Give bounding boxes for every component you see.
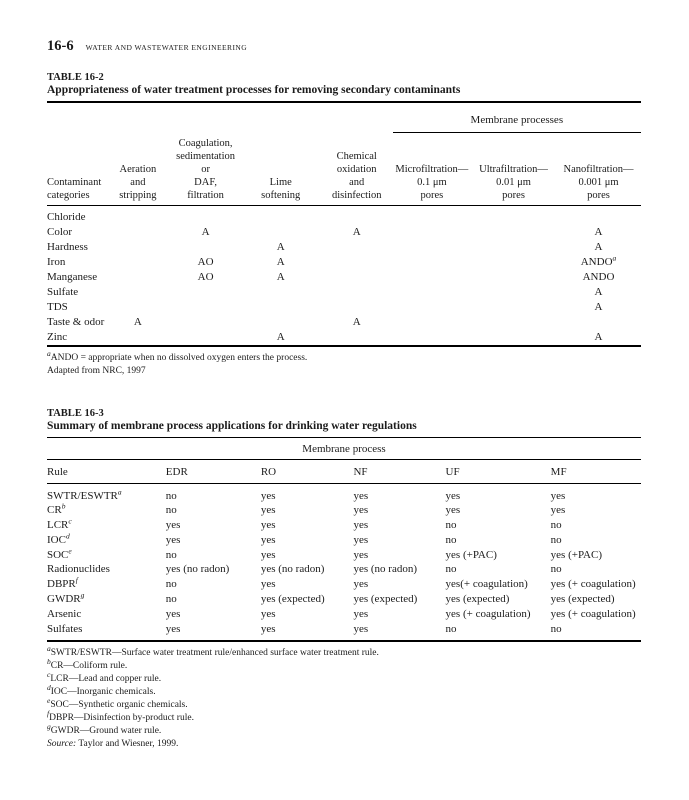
cell: no (550, 563, 562, 576)
column-header: Lime softening (241, 133, 321, 206)
cell (171, 205, 241, 225)
cell: A (352, 225, 361, 238)
rule-name: Arsenic (47, 607, 82, 620)
footnote: $^a$SWTR/ESWTR—Surface water treatment rule/enhanced surface water treatment rule. (47, 644, 379, 659)
cell (556, 205, 641, 225)
cell: yes (353, 607, 369, 620)
cell (241, 285, 321, 300)
contaminant-name: Zinc (47, 330, 68, 343)
rule-name: LCR$^c$ (47, 516, 72, 532)
cell (105, 205, 170, 225)
footnote-marker: g (47, 722, 51, 732)
footnote-marker: b (61, 501, 66, 511)
rule-name: Sulfates (47, 622, 83, 635)
cell: A (276, 255, 285, 268)
cell: A (594, 240, 603, 253)
table-row (47, 562, 641, 577)
cell: yes (no radon) (260, 563, 325, 576)
table-row (47, 285, 641, 300)
footnote: $^f$DBPR—Disinfection by-product rule. (47, 709, 194, 724)
page-header (47, 38, 641, 55)
cell: AO (197, 255, 214, 268)
cell: yes (353, 622, 369, 635)
cell: yes (353, 578, 369, 591)
cell (105, 285, 170, 300)
cell (171, 315, 241, 330)
cell (105, 300, 170, 315)
cell (471, 240, 556, 255)
cell: yes (260, 548, 276, 561)
rule-name: Radionuclides (47, 563, 110, 576)
cell (471, 225, 556, 240)
cell: no (550, 622, 562, 635)
page-number: 16-6 (47, 38, 74, 54)
contaminant-name: Sulfate (47, 285, 79, 298)
footnote: $^c$LCR—Lead and copper rule. (47, 670, 162, 685)
footnote-marker: e (68, 546, 72, 556)
cell (105, 330, 170, 346)
cell: yes (260, 533, 276, 546)
cell: no (165, 578, 177, 591)
cell: yes (353, 533, 369, 546)
cell (471, 330, 556, 346)
cell: A (201, 225, 210, 238)
table-row (47, 315, 641, 330)
table-16-2-label: TABLE 16-2 (47, 72, 104, 83)
cell (241, 205, 321, 225)
cell (321, 330, 393, 346)
cell: A (594, 285, 603, 298)
table-row (47, 225, 641, 240)
cell: yes (353, 548, 369, 561)
table-row (47, 622, 641, 642)
column-header: UF (446, 459, 551, 483)
cell: no (165, 504, 177, 517)
rule-name: IOC$^d$ (47, 531, 70, 546)
column-header: Aeration and stripping (105, 133, 170, 206)
table-row (47, 483, 641, 503)
cell (321, 300, 393, 315)
table-16-3-label: TABLE 16-3 (47, 407, 104, 419)
table-row (47, 270, 641, 285)
cell: yes (260, 607, 276, 620)
cell: A (594, 330, 603, 343)
footnote-marker: a (47, 644, 51, 654)
cell (393, 255, 471, 270)
cell (105, 240, 170, 255)
cell: A (133, 315, 142, 328)
table-16-2-header-row (47, 133, 641, 206)
cell: yes (+ coagulation) (550, 607, 636, 620)
cell (393, 300, 471, 315)
cell: yes (165, 622, 181, 635)
footnote-marker: d (65, 531, 70, 541)
footnote-marker: a (612, 252, 617, 262)
contaminant-name: Iron (47, 255, 66, 268)
cell: yes (550, 504, 566, 517)
contaminant-name: Hardness (47, 240, 88, 253)
cell (471, 300, 556, 315)
column-header: RO (261, 459, 354, 483)
footnote: $^d$IOC—Inorganic chemicals. (47, 683, 156, 698)
table-row (47, 577, 641, 592)
cell: yes (no radon) (353, 563, 418, 576)
column-header: Contaminant categories (47, 133, 105, 206)
table-row (47, 330, 641, 346)
cell: yes (445, 504, 461, 517)
cell (393, 225, 471, 240)
cell (471, 270, 556, 285)
contaminant-name: Manganese (47, 270, 98, 283)
footnote: Adapted from NRC, 1997 (47, 365, 146, 376)
cell: yes (no radon) (165, 563, 230, 576)
column-header: Nanofiltration— 0.001 μm pores (556, 133, 641, 206)
cell: yes (353, 504, 369, 517)
cell (105, 270, 170, 285)
table-row (47, 300, 641, 315)
table-16-3-body (47, 483, 641, 641)
cell (393, 285, 471, 300)
table-16-2 (47, 101, 641, 347)
cell (321, 240, 393, 255)
cell: yes (353, 489, 369, 502)
rule-name: SOC$^e$ (47, 546, 72, 561)
footnote: $^e$SOC—Synthetic organic chemicals. (47, 696, 188, 711)
table-16-3-footnotes (47, 644, 641, 751)
table-row (47, 205, 641, 225)
footnote-marker: c (47, 670, 51, 680)
column-header: NF (353, 459, 445, 483)
contaminant-name: TDS (47, 300, 68, 313)
rule-name: DBPR$^f$ (47, 575, 78, 591)
cell: ANDO$^a$ (580, 252, 617, 268)
footnote-marker: f (75, 575, 78, 585)
table-16-2-footnotes (47, 348, 641, 378)
table-16-3-header-row (47, 459, 641, 483)
footnote-marker: a (117, 486, 122, 496)
cell: yes (+PAC) (550, 548, 603, 561)
cell: yes(+ coagulation) (445, 578, 528, 591)
membrane-processes-spanner: Membrane processes (393, 102, 641, 133)
column-header: Chemical oxidation and disinfection (321, 133, 393, 206)
table-row (47, 607, 641, 622)
cell: no (550, 519, 562, 532)
contaminant-name: Chloride (47, 210, 86, 223)
spanner-spacer (47, 102, 393, 133)
table-row (47, 518, 641, 533)
cell: A (276, 240, 285, 253)
cell: yes (expected) (353, 593, 418, 606)
cell (321, 270, 393, 285)
running-title: WATER AND WASTEWATER ENGINEERING (85, 43, 248, 52)
spanner-row (47, 102, 641, 133)
cell (556, 315, 641, 330)
cell (471, 205, 556, 225)
table-row (47, 503, 641, 518)
cell (393, 240, 471, 255)
cell (321, 255, 393, 270)
cell (321, 205, 393, 225)
column-header: Ultrafiltration— 0.01 μm pores (471, 133, 556, 206)
table-row (47, 533, 641, 548)
cell: yes (expected) (260, 593, 325, 606)
table-16-3-title: Summary of membrane process applications for drinking water regulations (47, 419, 417, 432)
cell (171, 300, 241, 315)
footnote: Source: Taylor and Wiesner, 1999. (47, 739, 179, 750)
cell: no (165, 489, 177, 502)
cell: yes (+ coagulation) (445, 607, 531, 620)
column-header: Microfiltration— 0.1 μm pores (393, 133, 471, 206)
rule-name: SWTR/ESWTR$^a$ (47, 486, 122, 502)
contaminant-name: Taste & odor (47, 315, 105, 328)
cell: no (445, 563, 457, 576)
cell: A (352, 315, 361, 328)
cell (171, 240, 241, 255)
table-16-3-section (47, 408, 641, 752)
cell: yes (165, 533, 181, 546)
footnote-marker: g (80, 590, 85, 600)
cell: yes (+ coagulation) (550, 578, 636, 591)
cell: yes (353, 519, 369, 532)
cell (171, 330, 241, 346)
footnote-marker: e (47, 696, 51, 706)
cell (321, 285, 393, 300)
cell (241, 225, 321, 240)
cell: yes (260, 622, 276, 635)
cell: no (165, 548, 177, 561)
cell (393, 270, 471, 285)
table-16-3 (47, 437, 641, 643)
cell: no (550, 533, 562, 546)
cell (241, 315, 321, 330)
cell: yes (260, 519, 276, 532)
cell (171, 285, 241, 300)
cell: yes (expected) (445, 593, 510, 606)
cell: yes (165, 607, 181, 620)
footnote-marker: a (47, 348, 51, 358)
table-16-2-body (47, 205, 641, 346)
column-header: Rule (47, 459, 166, 483)
cell (471, 285, 556, 300)
cell: yes (260, 504, 276, 517)
cell (393, 205, 471, 225)
cell: yes (260, 578, 276, 591)
rule-name: $CR^b$ (47, 501, 66, 517)
membrane-process-spanner: Membrane process (47, 437, 641, 459)
cell: A (276, 270, 285, 283)
cell: no (445, 622, 457, 635)
table-16-2-title: Appropriateness of water treatment processes for removing secondary contaminants (47, 84, 461, 96)
cell (393, 330, 471, 346)
cell: yes (260, 489, 276, 502)
rule-name: GWDR$^g$ (47, 590, 85, 606)
table-16-2-section (47, 72, 641, 378)
cell (105, 255, 170, 270)
cell (241, 300, 321, 315)
cell: yes (550, 489, 566, 502)
column-header: Coagulation, sedimentation or DAF, filtration (171, 133, 241, 206)
cell (471, 255, 556, 270)
footnote: $^g$GWDR—Ground water rule. (47, 722, 162, 737)
footnote-marker: f (47, 709, 50, 719)
column-header: MF (551, 459, 641, 483)
cell: A (276, 330, 285, 343)
cell: yes (165, 519, 181, 532)
spanner-row (47, 437, 641, 459)
cell (105, 225, 170, 240)
cell (471, 315, 556, 330)
cell: ANDO (582, 270, 615, 283)
cell: AO (197, 270, 214, 283)
cell: no (445, 533, 457, 546)
cell: A (594, 300, 603, 313)
table-row (47, 255, 641, 270)
footnote: $^a$ANDO = appropriate when no dissolved oxygen enters the process. (47, 348, 308, 363)
table-row (47, 548, 641, 563)
table-row (47, 240, 641, 255)
cell: A (594, 225, 603, 238)
footnote-marker: b (47, 657, 51, 667)
footnote-marker: c (68, 516, 72, 526)
cell: no (165, 593, 177, 606)
cell: yes (expected) (550, 593, 615, 606)
table-row (47, 592, 641, 607)
contaminant-name: Color (47, 225, 73, 238)
cell (393, 315, 471, 330)
cell: yes (445, 489, 461, 502)
footnote-marker: d (47, 683, 51, 693)
footnote: $^b$CR—Coliform rule. (47, 657, 128, 672)
cell: yes (+PAC) (445, 548, 497, 561)
column-header: EDR (166, 459, 261, 483)
cell: no (445, 519, 457, 532)
